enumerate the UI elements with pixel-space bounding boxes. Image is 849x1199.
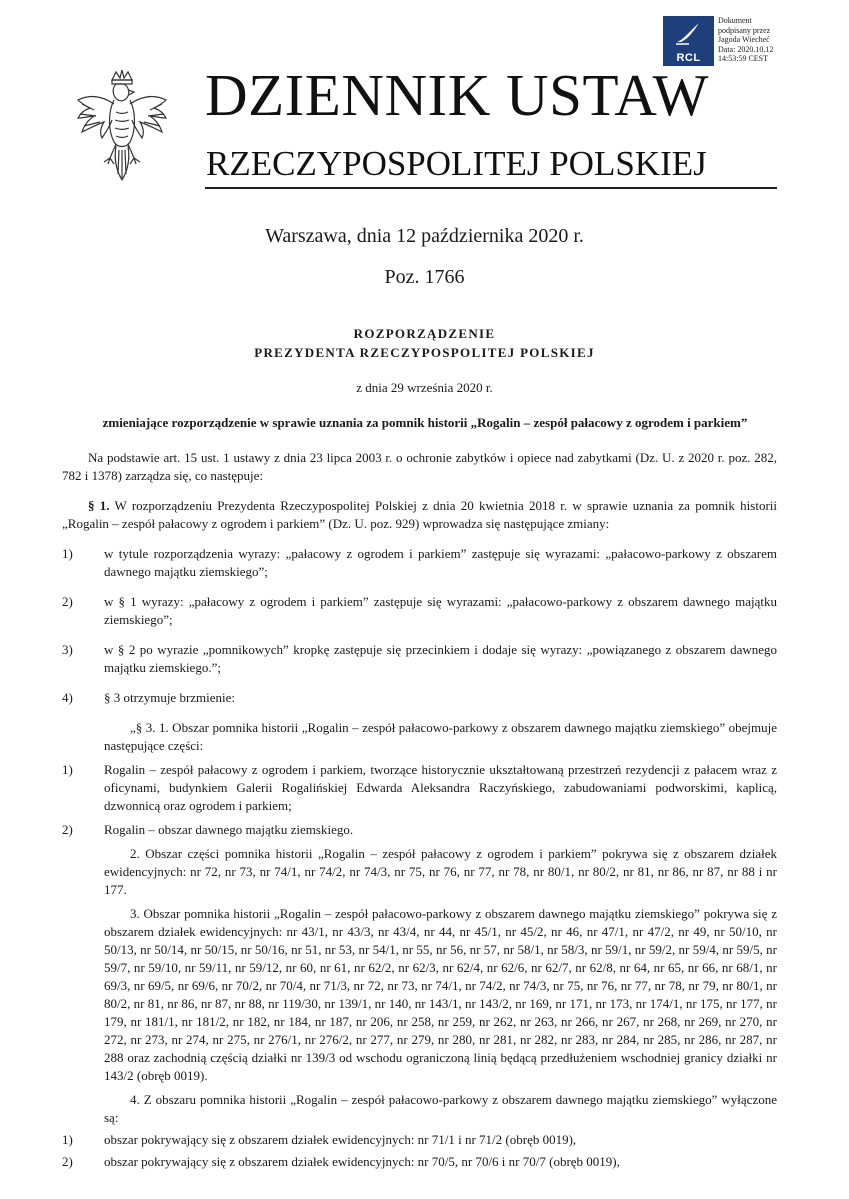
quote-intro: „§ 3. 1. Obszar pomnika historii „Rogalin – zespół pałacowo-parkowy z obszarem dawnego majątku ziemskiego” obejmuje następujące części:: [104, 720, 777, 753]
act-issuer: PREZYDENTA RZECZYPOSPOLITEJ POLSKIEJ: [254, 345, 595, 360]
list-item: [62, 593, 777, 629]
signature-details: [718, 16, 798, 64]
signature-line: 14:53:59 CEST: [718, 54, 769, 63]
issue-position: Poz. 1766: [384, 266, 465, 288]
masthead-divider: [205, 187, 777, 189]
signature-line: Jagoda Wiecheć: [718, 35, 770, 44]
list-item-text: w tytule rozporządzenia wyrazy: „pałacowy z ogrodem i parkiem” zastępuje się wyrazami: „pałacowo-parkowy z obszarem dawnego majątku ziemskiego”;: [104, 546, 777, 579]
signature-line: Data: 2020.10.12: [718, 44, 774, 54]
section-mark: § 1.: [88, 498, 110, 513]
quoted-section: [62, 719, 777, 1171]
list-item-number: 2): [62, 1154, 73, 1169]
masthead-title: DZIENNIK USTAW: [205, 62, 709, 128]
preamble: Na podstawie art. 15 ust. 1 ustawy z dnia 23 lipca 2003 r. o ochronie zabytków i opiece nad zabytkami (Dz. U. z 2020 r. poz. 282, 782 i 1378) zarządza się, co następuje:: [62, 450, 777, 483]
section-1-text: W rozporządzeniu Prezydenta Rzeczypospolitej Polskiej z dnia 20 kwietnia 2018 r. w sprawie uznania za pomnik historii „Rogalin – zespół pałacowy z ogrodem i parkiem” (Dz. U. poz. 929) wprowadza się następujące zmiany:: [62, 498, 778, 531]
paragraph-3: 3. Obszar pomnika historii „Rogalin – zespół pałacowo-parkowy z obszarem dawnego majątku ziemskiego” pokrywa się z obszarem działek ewidencyjnych: nr 43/1, nr 43/3, nr 43/4, nr 44, nr 45/1, nr 45/2, nr 46, nr 47/1, nr 47/2, nr 49, nr 50/10, nr 50/13, nr 50/14, nr 50/15, nr 50/16, nr 51, nr 53, nr 54/1, nr 55, nr 56, nr 57, nr 58/1, nr 58/3, nr 59/1, nr 59/2, nr 59/4, nr 59/5, nr 59/7, nr 59/10, nr 59/11, nr 59/12, nr 60, nr 61, nr 62/2, nr 62/3, nr 62/4, nr 62/6, nr 62/7, nr 62/8, nr 64, nr 65, nr 66, nr 68/1, nr 69/3, nr 69/5, nr 69/6, nr 70/2, nr 70/4, nr 71/3, nr 72, nr 73, nr 74/1, nr 74/2, nr 74/3, nr 75, nr 76, nr 77, nr 78, nr 79, nr 80/1, nr 80/2, nr 81, nr 86, nr 87, nr 88, nr 119/30, nr 139/1, nr 140, nr 143/1, nr 143/2, nr 169, nr 171, nr 173, nr 174/1, nr 175, nr 177, nr 179, nr 181/1, nr 181/2, nr 182, nr 184, nr 187, nr 206, nr 258, nr 259, nr 262, nr 263, nr 266, nr 267, nr 268, nr 269, nr 270, nr 272, nr 273, nr 274, nr 275, nr 276/1, nr 276/2, nr 277, nr 279, nr 280, nr 281, nr 282, nr 283, nr 284, nr 285, nr 286, nr 287, nr 288 oraz zachodnią częścią działki nr 139/3 od wschodu ograniczoną linią będącą przedłużeniem wschodniej granicy działki nr 143/2 (obręb 0019).: [104, 906, 777, 1083]
act-date: z dnia 29 września 2020 r.: [356, 380, 493, 395]
list-item-number: 1): [62, 546, 73, 561]
signature-stamp[interactable]: [663, 16, 783, 66]
paragraph-4: 4. Z obszaru pomnika historii „Rogalin – zespół pałacowo-parkowy z obszarem dawnego majątku ziemskiego” wyłączone są:: [104, 1092, 777, 1125]
rcl-logo: [663, 16, 714, 66]
quote-list-item: [62, 821, 777, 839]
list-item-number: 2): [62, 822, 73, 837]
quill-icon: [673, 20, 703, 48]
list-item-number: 2): [62, 594, 73, 609]
list-item-text: obszar pokrywający się z obszarem działek ewidencyjnych: nr 70/5, nr 70/6 i nr 70/7 (obręb 0019),: [104, 1154, 620, 1169]
masthead-subtitle: RZECZYPOSPOLITEJ POLSKIEJ: [206, 144, 707, 183]
section-1: [62, 497, 777, 533]
list-item-number: 4): [62, 690, 73, 705]
list-item-number: 3): [62, 642, 73, 657]
list-item-number: 1): [62, 762, 73, 777]
list-item-number: 1): [62, 1132, 73, 1147]
list-item-text: Rogalin – zespół pałacowy z ogrodem i parkiem, tworzące historycznie ukształtowaną przestrzeń rezydencji z pałacem wraz z oficynami, budynkiem Galerii Rogalińskiej Edwarda Aleksandra Raczyńskiego, zabudowaniami podworskimi, kaplicą, dzwonnicą oraz ogrodem i parkiem;: [104, 762, 777, 813]
act-type: ROZPORZĄDZENIE: [353, 326, 496, 341]
eagle-emblem-icon: [72, 70, 172, 182]
act-body: [62, 449, 777, 1171]
list-item: [62, 689, 777, 707]
exclusion-list-item: [62, 1153, 777, 1171]
rcl-logo-text: RCL: [676, 52, 701, 64]
list-item-text: w § 1 wyrazy: „pałacowy z ogrodem i parkiem” zastępuje się wyrazami: „pałacowo-parkowy z obszarem dawnego majątku ziemskiego”;: [104, 594, 777, 627]
list-item-text: w § 2 po wyrazie „pomnikowych” kropkę zastępuje się przecinkiem i dodaje się wyrazy: „powiązanego z obszarem dawnego majątku ziemskiego.”;: [104, 642, 777, 675]
signature-line: Dokument: [718, 16, 752, 25]
exclusion-list-item: [62, 1131, 777, 1149]
paragraph-2: 2. Obszar części pomnika historii „Rogalin – zespół pałacowy z ogrodem i parkiem” pokrywa się z obszarem działek ewidencyjnych: nr 72, nr 73, nr 74/1, nr 74/2, nr 74/3, nr 75, nr 76, nr 77, nr 78, nr 80/1, nr 80/2, nr 81, nr 86, nr 87, nr 88 i nr 177.: [104, 846, 777, 897]
list-item-text: obszar pokrywający się z obszarem działek ewidencyjnych: nr 71/1 i nr 71/2 (obręb 0019),: [104, 1132, 577, 1147]
act-title: zmieniające rozporządzenie w sprawie uznania za pomnik historii „Rogalin – zespół pałacowy z ogrodem i parkiem”: [102, 415, 748, 430]
list-item: [62, 545, 777, 581]
quote-list-item: [62, 761, 777, 815]
list-item: [62, 641, 777, 677]
issue-date: Warszawa, dnia 12 października 2020 r.: [265, 225, 584, 247]
list-item-text: Rogalin – obszar dawnego majątku ziemskiego.: [104, 822, 354, 837]
list-item-text: § 3 otrzymuje brzmienie:: [104, 690, 236, 705]
signature-line: podpisany przez: [718, 25, 771, 35]
